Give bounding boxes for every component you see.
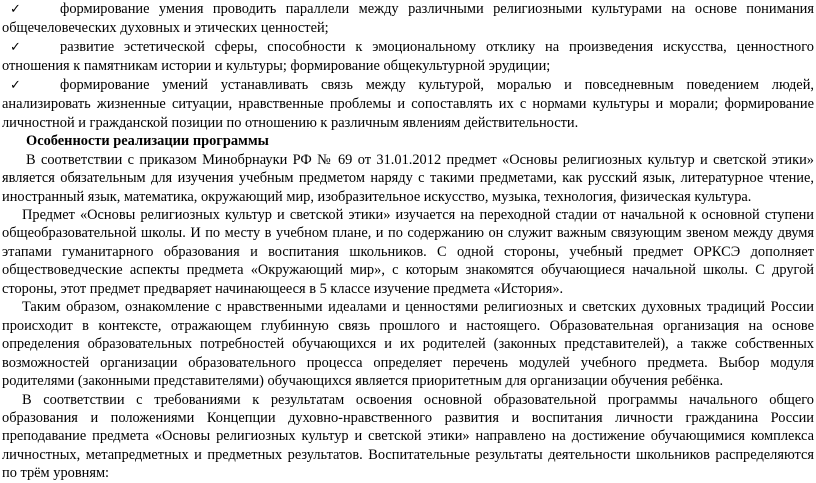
paragraph-line: стороны, этот предмет предваряет начинающееся в 5 классе изучение предмета «История». — [2, 280, 564, 297]
paragraph-line: происходит в контексте, отражающем глубинную связь прошлого и настоящего. Образовательная организация на основе — [2, 317, 814, 334]
bullet-text: формирование умения проводить параллели между различными религиозными культурами на основе понимания — [60, 1, 814, 17]
bullet-item — [2, 76, 814, 132]
bullet-line: отношения к памятникам истории и культуры; формирование общекультурной эрудиции; — [2, 58, 551, 75]
check-icon: ✓ — [10, 2, 21, 17]
bullet-line: анализировать жизненные ситуации, нравственные проблемы и сопоставлять их с нормами культуры и морали; формирование — [2, 96, 814, 113]
paragraph-line: этапами гуманитарного образования и воспитания школьников. С одной стороны, учебный предмет ОРКСЭ дополняет — [2, 243, 814, 260]
paragraph-line: определения образовательных потребностей обучающихся и их родителей (законных представителей), а также собственных — [2, 336, 814, 353]
paragraph-line: по трём уровням: — [2, 465, 110, 482]
paragraph-line: преподавание предмета «Основы религиозных культур и светской этики» направлено на достижение обучающимися комплекса — [2, 428, 814, 445]
paragraph-line: общеобразовательной школы. И по месту в учебном плане, и по содержанию он служит важным связующим звеном между двумя — [2, 225, 814, 242]
paragraph-line: обществоведческие аспекты предмета «Окружающий мир», с которым знакомятся обучающиеся начальной школы. С другой — [2, 262, 814, 279]
paragraph-line: образования и положениями Концепции духовно-нравственного развития и воспитания личности гражданина России — [2, 409, 814, 426]
bullet-line — [2, 0, 814, 19]
bullet-line — [2, 38, 814, 57]
paragraph-line: личностных, метапредметных и предметных результатов. Воспитательные результаты деятельности школьников распределяются — [2, 446, 814, 463]
paragraph — [2, 391, 814, 483]
paragraph — [2, 298, 814, 390]
paragraph-line: Предмет «Основы религиозных культур и светской этики» изучается на переходной стадии от начальной к основной ступени — [22, 206, 814, 223]
bullet-line: общечеловеческих духовных и этических ценностей; — [2, 20, 329, 37]
paragraph-line: Таким образом, ознакомление с нравственными идеалами и ценностями религиозных и светских духовных традиций России — [22, 299, 814, 316]
paragraph-line: родителями (законными представителями) обучающихся является приоритетным для организации обучения ребёнка. — [2, 373, 724, 390]
section-heading: Особенности реализации программы — [26, 133, 269, 150]
bullet-item — [2, 0, 814, 38]
paragraph — [2, 151, 814, 206]
bullet-line: личностной и гражданской позиции по отношению к различным явлениям действительности. — [2, 114, 579, 131]
paragraph-line: В соответствии с требованиями к результатам освоения основной образовательной программы начального общего — [22, 391, 814, 408]
bullet-text: развитие эстетической сферы, способности к эмоциональному отклику на произведения искусства, ценностного — [60, 38, 814, 55]
check-icon: ✓ — [10, 39, 21, 55]
bullet-item — [2, 38, 814, 76]
paragraph-line: возможностей организации образовательного процесса определяет перечень модулей учебного предмета. Выбор модуля — [2, 354, 814, 371]
paragraph — [2, 206, 814, 298]
bullet-line — [2, 76, 814, 95]
paragraph-line: В соответствии с приказом Минобрнауки РФ № 69 от 31.01.2012 предмет «Основы религиозных культур и светской этики» — [26, 151, 814, 168]
paragraph-line: является обязательным для изучения учебным предметом наряду с такими предметами, как русский язык, литературное чтение, — [2, 170, 814, 187]
paragraph-line: иностранный язык, математика, окружающий мир, изобразительное искусство, музыка, технология, физическая культура. — [2, 188, 752, 205]
bullet-text: формирование умений устанавливать связь между культурой, моралью и повседневным поведением людей, — [60, 76, 814, 93]
check-icon: ✓ — [10, 77, 21, 93]
